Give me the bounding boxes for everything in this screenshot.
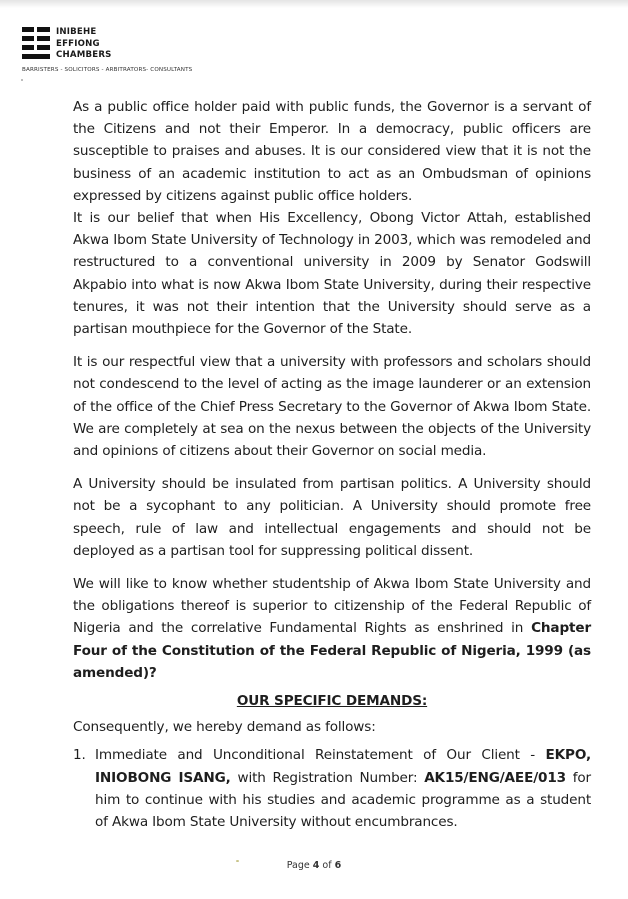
page-prefix: Page bbox=[286, 860, 313, 871]
letter-body bbox=[73, 96, 591, 833]
paragraph-5-text: We will like to know whether studentship of Akwa Ibom State University and the obligations thereof is superior to citizenship of the Federal Republic of Nigeria and the correlative Fundamental Rights as enshrined in bbox=[73, 576, 591, 637]
striped-bars-logo-icon bbox=[22, 27, 50, 60]
constitution-reference: Chapter Four of the Constitution of the Federal Republic of Nigeria, 1999 (as amended)? bbox=[73, 620, 591, 681]
page-total: 6 bbox=[334, 860, 342, 871]
paragraph-4: A University should be insulated from partisan politics. A University should not be a sycophant to any politician. A University should promote free speech, rule of law and intellectual engagements and should not be deployed as a partisan tool for suppressing political dissent. bbox=[73, 476, 591, 559]
firm-name-line-2: EFFIONG bbox=[56, 38, 100, 49]
demand-text-c: for him to continue with his studies and academic programme as a student of Akwa Ibom State University without encumbrances. bbox=[95, 769, 591, 831]
section-heading: OUR SPECIFIC DEMANDS: bbox=[236, 693, 428, 710]
demands-lead: Consequently, we hereby demand as follows: bbox=[73, 719, 376, 736]
demand-text bbox=[95, 744, 591, 833]
registration-number: AK15/ENG/AEE/013 bbox=[424, 769, 566, 786]
demand-text-a: Immediate and Unconditional Reinstatement of Our Client - bbox=[95, 747, 546, 764]
scan-top-shadow bbox=[0, 0, 628, 8]
demand-number: 1. bbox=[73, 747, 86, 764]
page-of: of bbox=[319, 860, 335, 871]
firm-name-line-3: CHAMBERS bbox=[56, 50, 112, 60]
paragraph-2: It is our belief that when His Excellency, Obong Victor Attah, established Akwa Ibom State University of Technology in 2003, which was remodeled and restructured to a conventional university in 2009 by Senator Godswill Akpabio into what is now Akwa Ibom State University, during their respective tenures, it was not their intention that the University should serve as a partisan mouthpiece for the Governor of the State. bbox=[73, 210, 591, 338]
firm-name-line-1: INIBEHE bbox=[56, 27, 97, 37]
firm-name bbox=[56, 27, 112, 62]
demand-text-b: with Registration Number: bbox=[230, 769, 425, 786]
paragraph-5 bbox=[73, 573, 591, 684]
page-current: 4 bbox=[312, 860, 320, 871]
demand-item bbox=[73, 744, 591, 833]
scan-speck bbox=[21, 79, 23, 81]
firm-tagline: BARRISTERS - SOLICITORS - ARBITRATORS- CONSULTANTS bbox=[22, 67, 193, 73]
client-name: EKPO, INIOBONG ISANG, bbox=[95, 747, 591, 786]
page-number bbox=[0, 860, 628, 871]
paragraph-3: It is our respectful view that a university with professors and scholars should not condescend to the level of acting as the image launderer or an extension of the office of the Chief Press Secretary to the Governor of Akwa Ibom State. We are completely at sea on the nexus between the objects of the University and opinions of citizens about their Governor on social media. bbox=[73, 354, 591, 460]
paragraph-1: As a public office holder paid with public funds, the Governor is a servant of the Citizens and not their Emperor. In a democracy, public officers are susceptible to praises and abuses. It is our considered view that it is not the business of an academic institution to act as an Ombudsman of opinions expressed by citizens against public office holders. bbox=[73, 99, 591, 204]
